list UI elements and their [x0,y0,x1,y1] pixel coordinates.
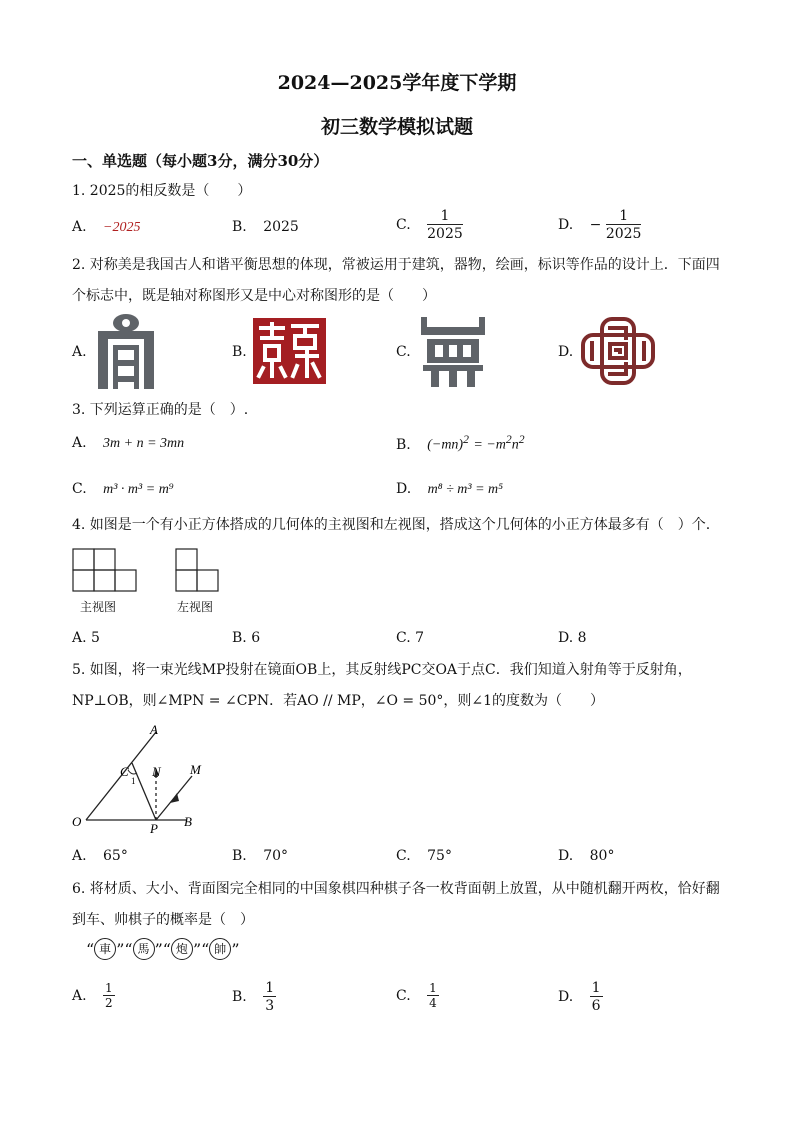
q6-d-fraction [590,980,603,1014]
q1-stem: 1. 2025的相反数是（ ） [72,183,252,199]
exam-title: 2024—2025学年度下学期 [277,72,517,94]
q1-d-denominator: 2025 [605,226,642,242]
q6-option-c [396,982,439,1010]
q3-a-label: A. [72,435,87,451]
q6-c-label: C. [396,988,411,1004]
q4-left-view-diagram [175,548,221,592]
section-heading: 一、单选题（每小题3分，满分30分） [72,152,329,170]
q1-option-b [232,219,299,235]
q2-c-label: C. [396,344,411,360]
q3-option-a [72,435,184,452]
q1-b-value: 2025 [263,219,299,235]
q5-stem-line2: NP⊥OB，则∠MPN = ∠CPN．若AO // MP，∠O = 50°，则∠1的度数为（ ） [72,693,605,709]
q5-option-a [72,848,128,864]
q5-option-d [558,848,614,864]
q5-c-value: 75° [427,848,452,864]
label-c: C [120,764,129,779]
quote-open: “ [124,939,133,959]
q6-d-numerator: 1 [591,980,601,996]
label-o: O [72,814,82,829]
q1-c-denominator: 2025 [427,226,463,242]
q5-a-value: 65° [103,848,128,864]
q1-c-fraction [427,208,463,242]
q4-option-d: D. 8 [558,630,587,646]
q3-b-rhs-exp: 2 [505,433,512,446]
quote-open: “ [86,939,95,959]
q6-option-d [558,980,603,1014]
q3-b-base: (−mn) [427,437,464,453]
q5-c-label: C. [396,848,411,864]
q6-a-numerator: 1 [105,981,113,995]
q2-b-label: B. [232,344,247,360]
q3-b-rhs: = −m [473,437,506,453]
q4-front-view-diagram [72,548,140,592]
q2-d-pattern-icon [580,316,656,386]
q6-option-b [232,980,276,1014]
q4-option-b: B. 6 [232,630,261,646]
q3-option-c [72,481,174,498]
quote-close: ” [154,939,163,959]
q1-c-numerator: 1 [427,208,463,225]
quote-close: ” [116,939,125,959]
q6-d-label: D. [558,989,574,1005]
exam-subtitle: 初三数学模拟试题 [320,116,473,138]
q1-option-c [396,208,463,242]
q3-d-label: D. [396,481,412,497]
q5-d-label: D. [558,848,574,864]
q1-c-label: C. [396,217,411,233]
q2-b-seal-icon [253,318,326,384]
q6-a-label: A. [72,988,87,1004]
q2-c-vessel-icon [419,313,487,387]
q6-b-label: B. [232,989,247,1005]
label-angle-1: 1 [131,776,136,786]
q3-a-expr: 3m + n = 3mn [103,436,185,451]
q6-a-fraction [103,982,115,1010]
q5-d-value: 80° [589,848,615,864]
q3-c-expr: m³ · m³ = m⁹ [103,482,174,497]
q1-d-fraction [606,208,642,242]
q3-b-tail-exp: 2 [518,433,525,446]
q5-option-c [396,848,452,864]
q3-option-b [396,433,525,454]
q1-a-value: −2025 [103,220,141,235]
q1-a-label: A. [72,219,87,235]
q1-option-d [558,208,641,242]
quote-open: “ [162,939,171,959]
q3-option-d [396,481,503,498]
q4-left-caption: 左视图 [177,600,214,614]
q5-stem-line1: 5. 如图，将一束光线MP投射在镜面OB上，其反射线PC交OA于点C．我们知道入射角等于反射角， [72,662,692,678]
q1-d-numerator: 1 [606,208,642,225]
q3-b-exp: 2 [463,433,469,446]
q3-b-rhs-tail: n [511,437,519,453]
q6-a-denominator: 2 [105,996,113,1010]
q5-mirror-diagram [68,720,208,838]
q5-b-value: 70° [263,848,289,864]
quote-close: ” [231,939,240,959]
q6-chess-pieces [86,938,240,960]
q4-option-a: A. 5 [72,630,100,646]
q6-b-fraction [263,980,276,1014]
q6-stem-line1: 6. 将材质、大小、背面图完全相同的中国象棋四种棋子各一枚背面朝上放置，从中随机翻开两枚，恰好翻 [72,881,720,897]
q4-front-caption: 主视图 [80,600,117,614]
label-b: B [184,814,192,829]
q2-a-label: A. [72,344,87,360]
q2-a-logo-icon [95,312,157,390]
q6-c-denominator: 4 [429,996,437,1010]
chess-piece-che-icon: 車 [94,938,116,960]
q1-d-label: D. [558,217,574,233]
q6-option-a [72,982,115,1010]
q2-stem-line1: 2. 对称美是我国古人和谐平衡思想的体现，常被运用于建筑，器物，绘画，标识等作品的设计上．下面四 [72,257,720,273]
q2-stem-line2: 个标志中，既是轴对称图形又是中心对称图形的是（ ） [72,288,436,304]
q4-option-c: C. 7 [396,630,425,646]
q6-b-denominator: 3 [265,998,275,1014]
chess-piece-shuai-icon: 帥 [209,938,231,960]
q3-b-label: B. [396,436,411,453]
q1-option-a [72,219,140,236]
label-m: M [190,762,201,777]
q4-stem: 4. 如图是一个有小正方体搭成的几何体的主视图和左视图，搭成这个几何体的小正方体最多有（ ）个. [72,517,711,533]
quote-close: ” [192,939,202,959]
quote-open: “ [201,939,210,959]
label-n: N [152,764,161,779]
q5-b-label: B. [232,848,247,864]
chess-piece-ma-icon: 馬 [133,938,155,960]
q6-d-denominator: 6 [591,998,601,1014]
label-p: P [150,821,158,836]
q2-d-label: D. [558,344,574,360]
q6-c-fraction [427,982,439,1010]
q6-b-numerator: 1 [265,980,275,996]
q5-a-label: A. [72,848,87,864]
q3-d-expr: m⁸ ÷ m³ = m⁵ [427,482,504,497]
q5-option-b [232,848,288,864]
q6-stem-line2: 到车、帅棋子的概率是（ ） [72,912,254,928]
q1-b-label: B. [232,219,247,235]
q6-c-numerator: 1 [429,981,437,995]
q1-d-sign: − [589,217,602,233]
q3-stem: 3. 下列运算正确的是（ ）. [72,402,249,418]
label-a: A [150,722,158,737]
chess-piece-pao-icon: 炮 [171,938,193,960]
q3-c-label: C. [72,481,87,497]
